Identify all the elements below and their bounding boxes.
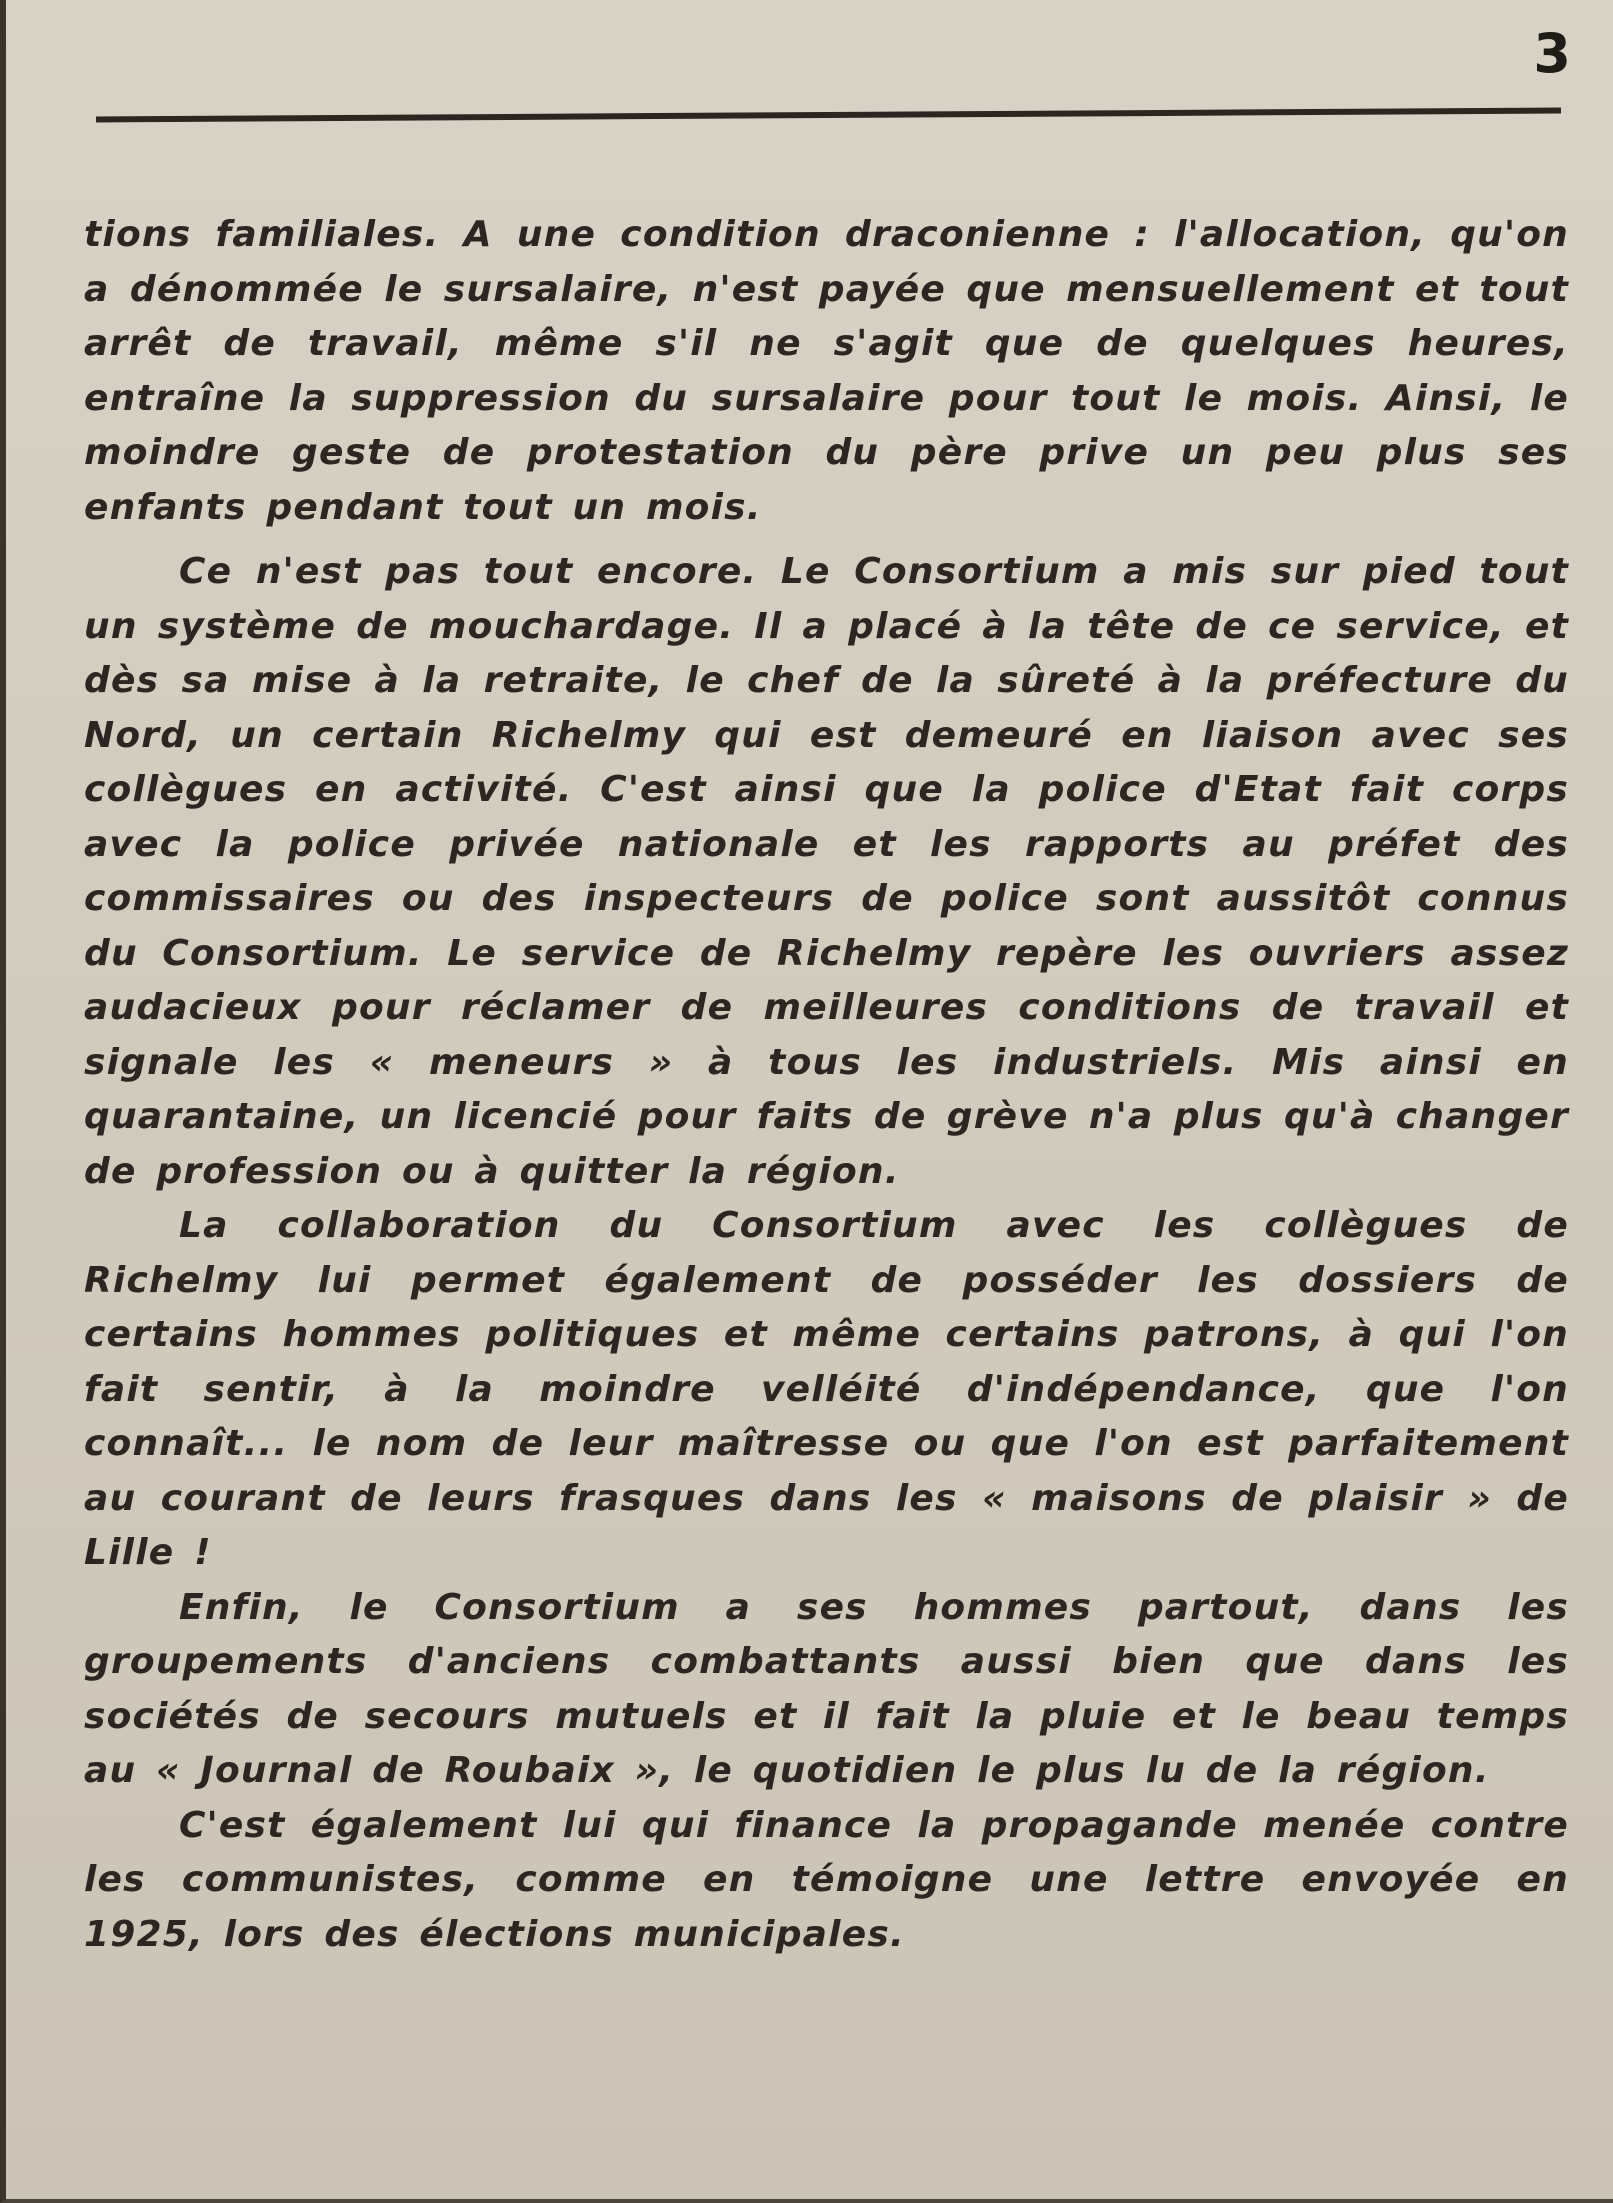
paragraph-2: Ce n'est pas tout encore. Le Consortium a mis sur pied tout un système de mouchardage. Il a placé à la tête de ce service, et dès sa mise à la retraite, le chef de la sûreté à la préfecture du Nord, un certain Richelmy qui est demeuré en liaison avec ses collègues en activité. C'est ainsi que la police d'Etat fait corps avec la police privée nationale et les rapports au préfet des commissaires ou des inspecteurs de police sont aussitôt connus du Consortium. Le service de Richelmy repère les ouvriers assez audacieux pour réclamer de meilleures conditions de travail et signale les « meneurs » à tous les industriels. Mis ainsi en quarantaine, un licencié pour faits de grève n'a plus qu'à changer de profession ou à quitter la région. <box>84 551 1569 1192</box>
paragraph-5: C'est également lui qui finance la propagande menée contre les communistes, comme en témoigne une lettre envoyée en 1925, lors des élections municipales. <box>84 1804 1569 1955</box>
article-body <box>84 208 1569 1962</box>
header-rule <box>96 108 1561 123</box>
page-number: 3 <box>1533 22 1571 85</box>
paragraph-3: La collaboration du Consortium avec les collègues de Richelmy lui permet également de posséder les dossiers de certains hommes politiques et même certains patrons, à qui l'on fait sentir, à la moindre velléité d'indépendance, que l'on connaît... le nom de leur maîtresse ou que l'on est parfaitement au courant de leurs frasques dans les « maisons de plaisir » de Lille ! <box>84 1205 1569 1573</box>
paragraph-1: tions familiales. A une condition draconienne : l'allocation, qu'on a dénommée le sursalaire, n'est payée que mensuellement et tout arrêt de travail, même s'il ne s'agit que de quelques heures, entraîne la suppression du sursalaire pour tout le mois. Ainsi, le moindre geste de protestation du père prive un peu plus ses enfants pendant tout un mois. <box>84 214 1569 528</box>
paragraph-4: Enfin, le Consortium a ses hommes partout, dans les groupements d'anciens combattants aussi bien que dans les sociétés de secours mutuels et il fait la pluie et le beau temps au « Journal de Roubaix », le quotidien le plus lu de la région. <box>84 1586 1569 1791</box>
